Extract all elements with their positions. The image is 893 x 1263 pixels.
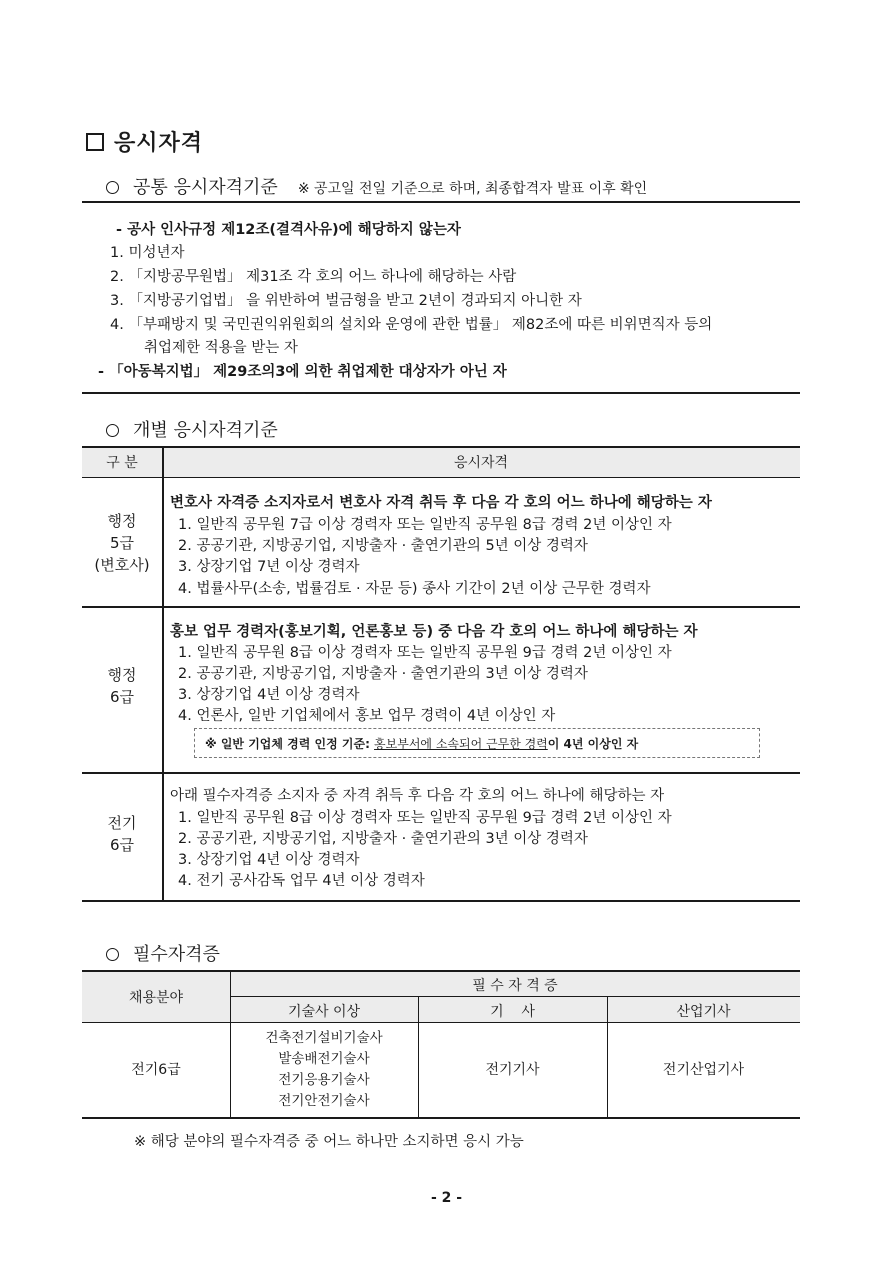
common-item-3: 3. 「지방공기업법」 을 위반하여 벌금형을 받고 2년이 경과되지 아니한 자 — [110, 293, 582, 309]
cert-item: 전기안전기술사 — [278, 1093, 370, 1109]
common-item-4-cont: 취업제한 적용을 받는 자 — [144, 340, 298, 356]
table-bottom-border — [82, 1117, 800, 1119]
header-divider — [82, 1022, 800, 1023]
row-item: 1. 일반직 공무원 8급 이상 경력자 또는 일반직 공무원 9급 경력 2년 이상인 자 — [178, 810, 672, 826]
common-heading-text: 공통 응시자격기준 — [133, 177, 278, 198]
table-top-border — [82, 970, 800, 972]
row-item: 2. 공공기관, 지방공기업, 지방출자 · 출연기관의 5년 이상 경력자 — [178, 538, 588, 554]
row-item: 3. 상장기업 4년 이상 경력자 — [178, 852, 360, 868]
individual-heading-text: 개별 응시자격기준 — [133, 420, 278, 441]
common-item-1: 1. 미성년자 — [110, 245, 185, 261]
row-category — [82, 664, 162, 708]
common-item-2: 2. 「지방공무원법」 제31조 각 호의 어느 하나에 해당하는 사람 — [110, 269, 517, 285]
header-gisa: 기 사 — [490, 1004, 535, 1020]
header-category: 구 분 — [106, 455, 138, 471]
note-box — [194, 728, 760, 758]
row-item: 2. 공공기관, 지방공기업, 지방출자 · 출연기관의 3년 이상 경력자 — [178, 666, 588, 682]
cert-item: 건축전기설비기술사 — [265, 1030, 383, 1046]
common-item-4: 4. 「부패방지 및 국민권익위원회의 설치와 운영에 관한 법률」 제82조에 따른 비위면직자 등의 — [110, 317, 713, 333]
common-note: ※ 공고일 전일 기준으로 하며, 최종합격자 발표 이후 확인 — [297, 181, 648, 197]
individual-heading — [106, 416, 278, 442]
circle-bullet-icon — [106, 424, 119, 437]
gisa-cert: 전기기사 — [485, 1062, 540, 1078]
note-underlined: 홍보부서에 소속되어 근무한 경력 — [374, 737, 548, 751]
individual-qualification-table — [82, 446, 800, 902]
header-engineer: 기술사 이상 — [287, 1004, 361, 1020]
required-cert-heading-text: 필수자격증 — [133, 944, 220, 965]
cert-item: 전기응용기술사 — [278, 1072, 370, 1088]
row-item: 3. 상장기업 4년 이상 경력자 — [178, 687, 360, 703]
divider — [82, 392, 800, 394]
section-title-text: 응시자격 — [114, 131, 204, 156]
circle-bullet-icon — [106, 181, 119, 194]
category-line: 6급 — [109, 836, 135, 854]
category-line: 전기 — [107, 814, 137, 832]
row-item: 1. 일반직 공무원 7급 이상 경력자 또는 일반직 공무원 8급 경력 2년 이상인 자 — [178, 517, 672, 533]
header-field: 채용분야 — [128, 990, 184, 1006]
common-lead-2: - 「아동복지법」 제29조의3에 의한 취업제한 대상자가 아닌 자 — [98, 364, 507, 380]
required-cert-table — [82, 970, 800, 1120]
header-industrial: 산업기사 — [676, 1004, 731, 1020]
checkbox-square-icon — [86, 133, 104, 151]
category-line: 행정 — [107, 512, 137, 530]
row-category — [82, 812, 162, 856]
header-qualification: 응시자격 — [453, 455, 509, 471]
category-line: 행정 — [107, 666, 137, 684]
common-heading — [106, 173, 647, 199]
row-lead: 아래 필수자격증 소지자 중 자격 취득 후 다음 각 호의 어느 하나에 해당하는 자 — [170, 788, 665, 804]
row-item: 4. 언론사, 일반 기업체에서 홍보 업무 경력이 4년 이상인 자 — [178, 708, 556, 724]
required-cert-heading — [106, 940, 220, 966]
divider — [82, 201, 800, 203]
row-lead: 변호사 자격증 소지자로서 변호사 자격 취득 후 다음 각 호의 어느 하나에 해당하는 자 — [170, 495, 712, 511]
row-item: 4. 전기 공사감독 업무 4년 이상 경력자 — [178, 873, 425, 889]
category-line: 5급 — [109, 534, 135, 552]
row-item: 1. 일반직 공무원 8급 이상 경력자 또는 일반직 공무원 9급 경력 2년 이상인 자 — [178, 645, 672, 661]
engineer-list — [230, 1028, 418, 1112]
row-divider — [82, 606, 800, 608]
industrial-cert: 전기산업기사 — [662, 1062, 745, 1078]
row-category — [82, 510, 162, 576]
row-item: 3. 상장기업 7년 이상 경력자 — [178, 559, 360, 575]
page-number: - 2 - — [430, 1190, 463, 1206]
circle-bullet-icon — [106, 948, 119, 961]
header-cert-group: 필 수 자 격 증 — [472, 978, 558, 994]
note-prefix: ※ 일반 기업체 경력 인정 기준: — [205, 737, 375, 751]
row-field: 전기6급 — [131, 1062, 181, 1078]
category-line: 6급 — [109, 688, 135, 706]
row-divider — [82, 772, 800, 774]
footnote: ※ 해당 분야의 필수자격증 중 어느 하나만 소지하면 응시 가능 — [134, 1134, 524, 1150]
row-item: 2. 공공기관, 지방공기업, 지방출자 · 출연기관의 3년 이상 경력자 — [178, 831, 588, 847]
common-lead-1: - 공사 인사규정 제12조(결격사유)에 해당하지 않는자 — [116, 222, 461, 238]
table-bottom-border — [82, 900, 800, 902]
row-lead: 홍보 업무 경력자(홍보기획, 언론홍보 등) 중 다음 각 호의 어느 하나에 해당하는 자 — [170, 624, 698, 640]
row-item: 4. 법률사무(소송, 법률검토 · 자문 등) 종사 기간이 2년 이상 근무한 경력자 — [178, 581, 651, 597]
column-divider — [162, 446, 164, 902]
section-title — [86, 126, 203, 157]
header-divider — [230, 996, 800, 997]
note-suffix: 이 4년 이상인 자 — [547, 737, 639, 751]
category-line: (변호사) — [94, 556, 150, 574]
cert-item: 발송배전기술사 — [278, 1051, 370, 1067]
